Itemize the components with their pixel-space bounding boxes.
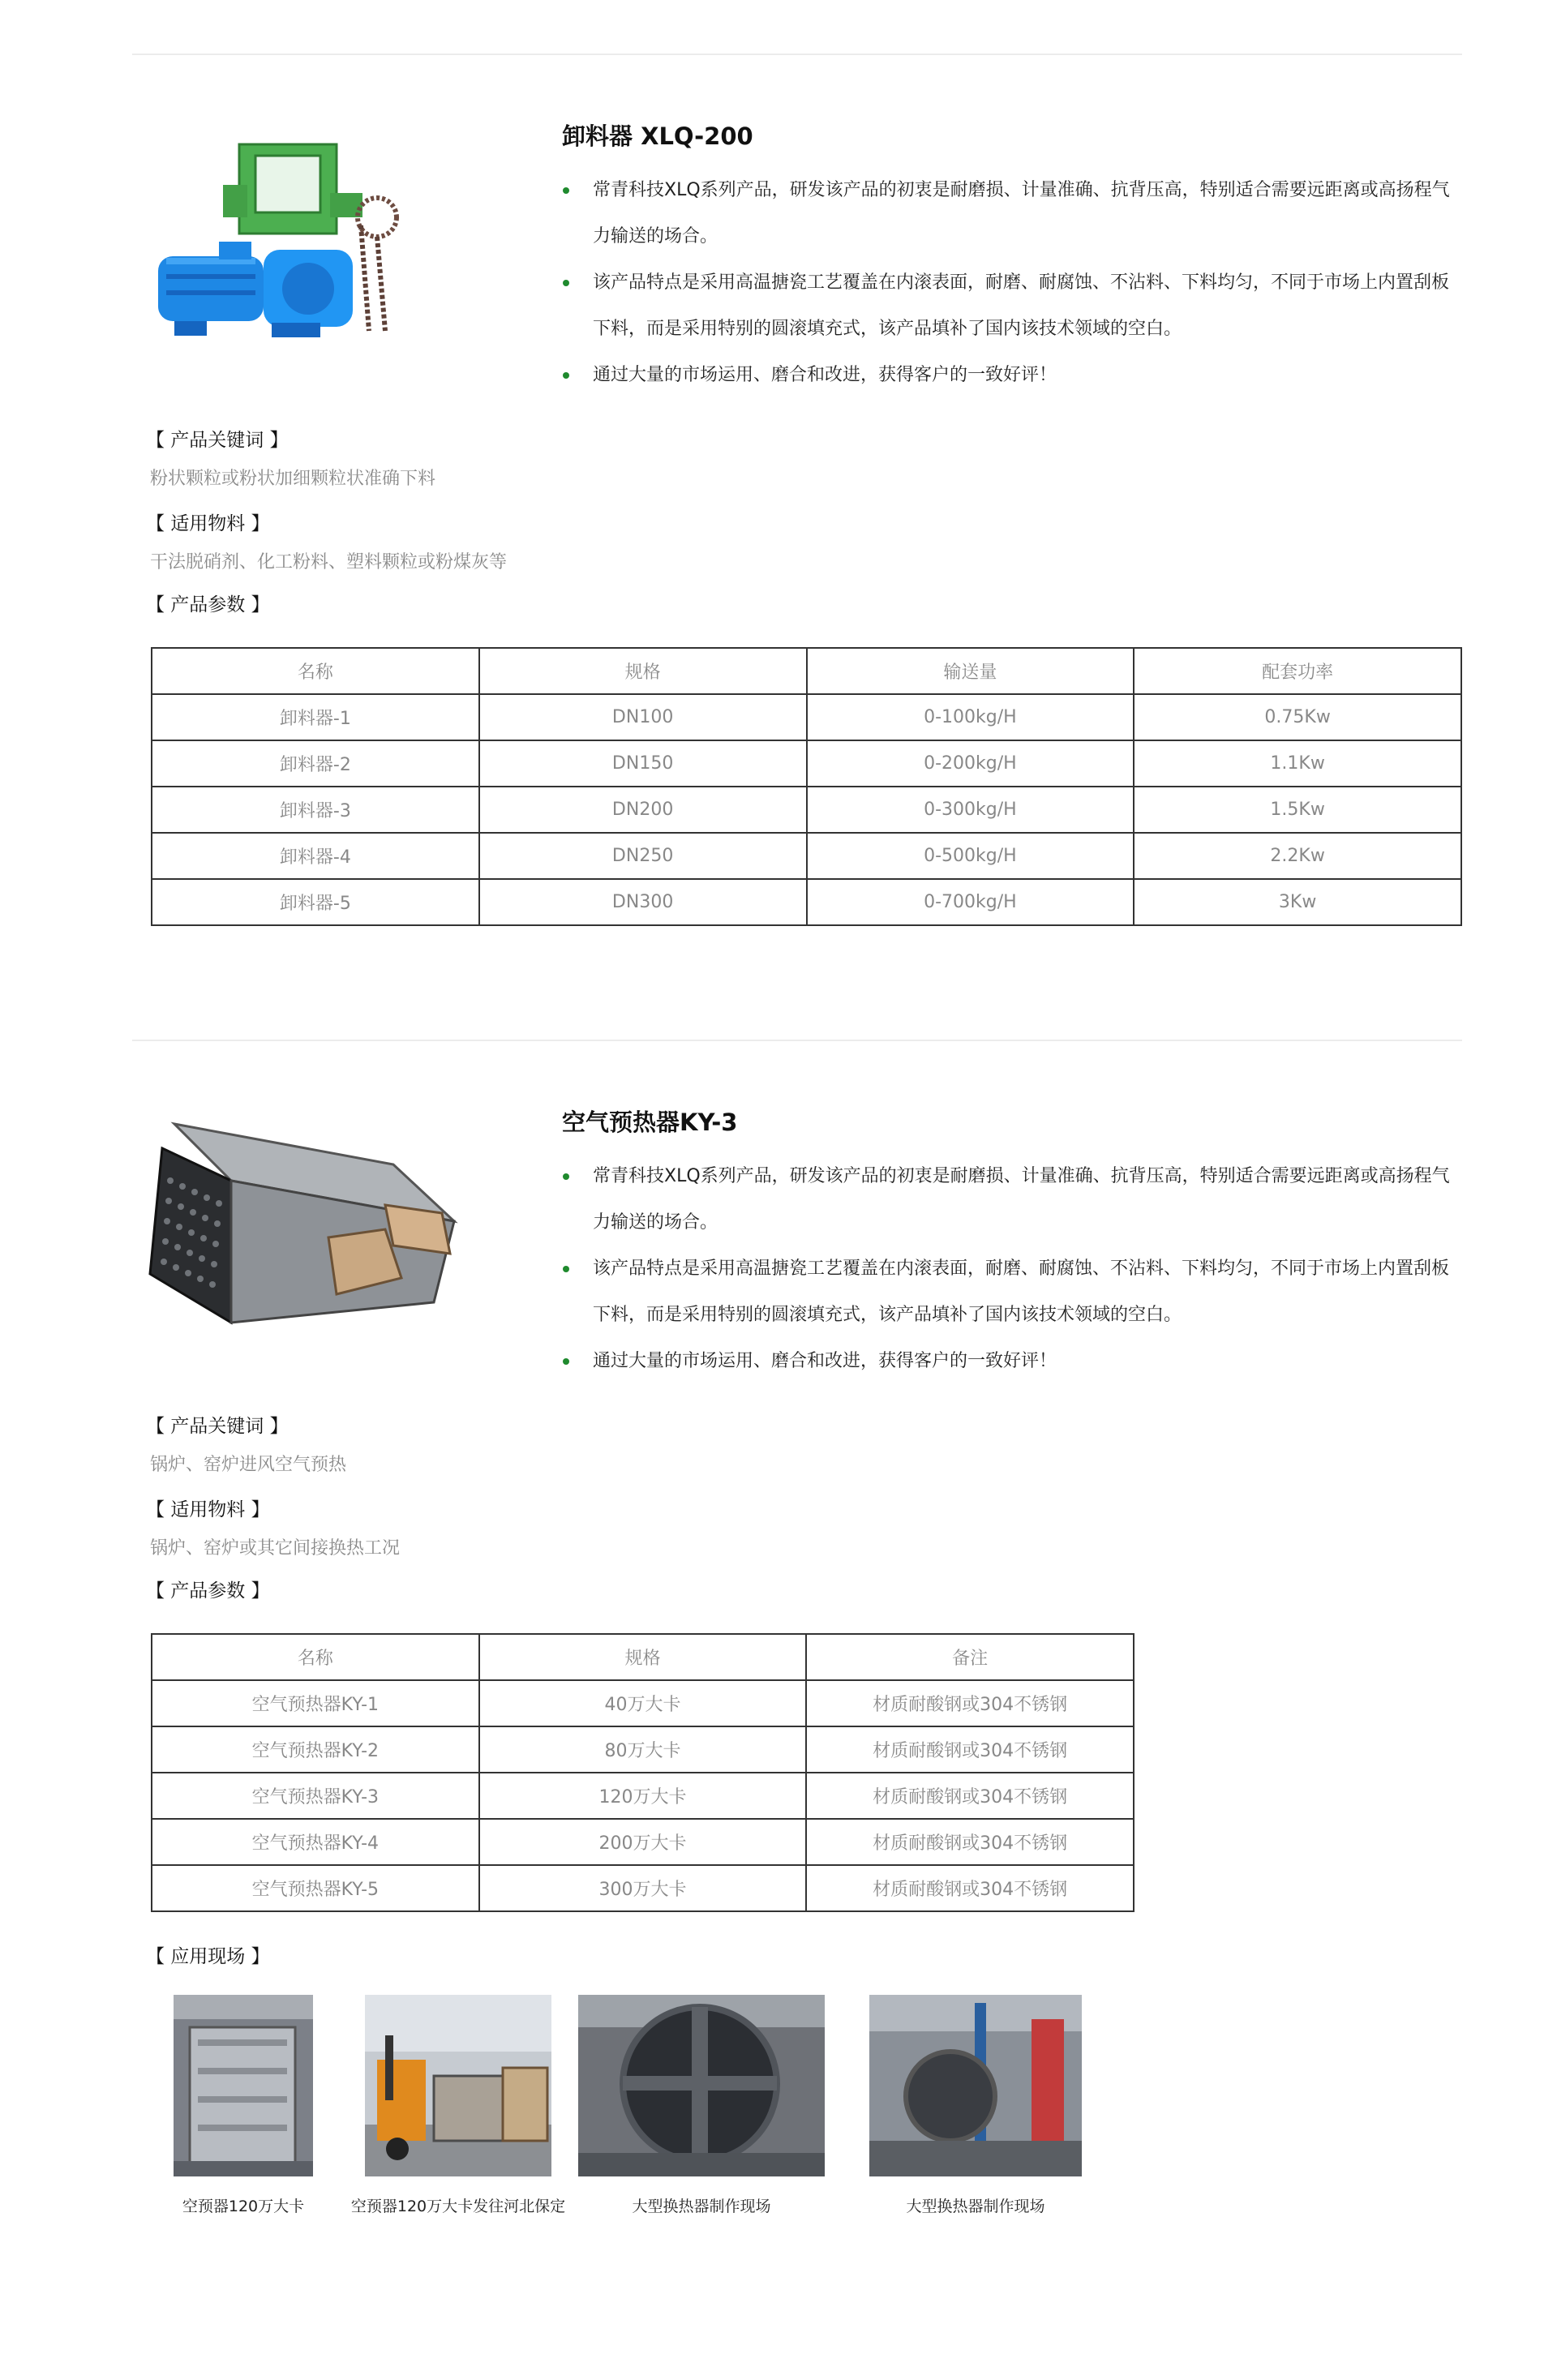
table-cell: 1.5Kw (1134, 787, 1461, 833)
gallery-item[interactable] (134, 1995, 353, 2215)
feature-list (560, 167, 1462, 398)
table-cell: 材质耐酸钢或304不锈钢 (806, 1773, 1134, 1819)
table-header-row (152, 1634, 1134, 1680)
table-cell: 空气预热器KY-2 (152, 1726, 479, 1773)
site-photo[interactable] (578, 1995, 825, 2176)
table-cell: 卸料器-2 (152, 740, 479, 787)
table-row (152, 1773, 1134, 1819)
table-cell: 40万大卡 (479, 1680, 807, 1726)
table-row (152, 787, 1461, 833)
table-header-cell: 规格 (479, 1634, 807, 1680)
table-cell: 80万大卡 (479, 1726, 807, 1773)
table-row (152, 1865, 1134, 1911)
table-cell: 0-300kg/H (807, 787, 1135, 833)
materials-text: 干法脱硝剂、化工粉料、塑料颗粒或粉煤灰等 (150, 552, 508, 572)
table-row (152, 740, 1461, 787)
table-cell: 0-100kg/H (807, 694, 1135, 740)
table-cell: 材质耐酸钢或304不锈钢 (806, 1680, 1134, 1726)
table-cell: 0-200kg/H (807, 740, 1135, 787)
table-row (152, 833, 1461, 879)
feature-item: 该产品特点是采用高温搪瓷工艺覆盖在内滚表面，耐磨、耐腐蚀、不沾料、下料均匀，不同于市场上内置刮板下料，而是采用特别的圆滚填充式，该产品填补了国内该技术领域的空白。 (560, 259, 1462, 352)
feature-list (560, 1153, 1462, 1384)
params-table (151, 1633, 1135, 1912)
table-cell: 2.2Kw (1134, 833, 1461, 879)
table-cell: 3Kw (1134, 879, 1461, 925)
table-cell: DN150 (479, 740, 807, 787)
table-cell: 空气预热器KY-1 (152, 1680, 479, 1726)
table-cell: 空气预热器KY-3 (152, 1773, 479, 1819)
table-cell: 卸料器-3 (152, 787, 479, 833)
table-cell: 0.75Kw (1134, 694, 1461, 740)
product-title: 卸料器 XLQ-200 (562, 122, 753, 150)
section-divider (132, 54, 1462, 55)
gallery-item[interactable] (337, 1995, 580, 2215)
feature-item: 该产品特点是采用高温搪瓷工艺覆盖在内滚表面，耐磨、耐腐蚀、不沾料、下料均匀，不同于市场上内置刮板下料，而是采用特别的圆滚填充式，该产品填补了国内该技术领域的空白。 (560, 1246, 1462, 1338)
feature-item: 通过大量的市场运用、磨合和改进，获得客户的一致好评！ (560, 1338, 1462, 1384)
keywords-text: 粉状颗粒或粉状加细颗粒状准确下料 (150, 469, 436, 489)
table-cell: 300万大卡 (479, 1865, 807, 1911)
gallery-item[interactable] (572, 1995, 831, 2215)
table-header-cell: 名称 (152, 1634, 479, 1680)
table-header-cell: 备注 (806, 1634, 1134, 1680)
rotary-feeder-image (142, 128, 466, 355)
photo-caption: 空预器120万大卡发往河北保定 (350, 2198, 566, 2215)
table-header-cell: 名称 (152, 648, 479, 694)
application-label: 【 应用现场 】 (146, 1946, 270, 1967)
gallery-item[interactable] (846, 1995, 1105, 2215)
table-header-cell: 输送量 (807, 648, 1135, 694)
table-cell: 卸料器-5 (152, 879, 479, 925)
keywords-label: 【 产品关键词 】 (146, 430, 289, 451)
product-title: 空气预热器KY-3 (562, 1109, 738, 1136)
table-cell: 120万大卡 (479, 1773, 807, 1819)
photo-caption: 空预器120万大卡 (182, 2198, 305, 2215)
table-cell: DN300 (479, 879, 807, 925)
site-photo[interactable] (365, 1995, 551, 2176)
table-header-cell: 配套功率 (1134, 648, 1461, 694)
section-divider (132, 1040, 1462, 1041)
table-cell: 0-700kg/H (807, 879, 1135, 925)
table-cell: 空气预热器KY-4 (152, 1819, 479, 1865)
materials-label: 【 适用物料 】 (146, 513, 270, 534)
table-header-row (152, 648, 1461, 694)
table-row (152, 694, 1461, 740)
site-photo[interactable] (869, 1995, 1082, 2176)
params-label: 【 产品参数 】 (146, 594, 270, 615)
table-cell: 0-500kg/H (807, 833, 1135, 879)
table-cell: 材质耐酸钢或304不锈钢 (806, 1726, 1134, 1773)
table-cell: 材质耐酸钢或304不锈钢 (806, 1819, 1134, 1865)
air-preheater-image (142, 1108, 466, 1335)
table-cell: DN200 (479, 787, 807, 833)
table-cell: DN100 (479, 694, 807, 740)
keywords-label: 【 产品关键词 】 (146, 1416, 289, 1437)
table-row (152, 1726, 1134, 1773)
table-header-cell: 规格 (479, 648, 807, 694)
table-row (152, 1680, 1134, 1726)
materials-text: 锅炉、窑炉或其它间接换热工况 (150, 1538, 401, 1559)
table-cell: DN250 (479, 833, 807, 879)
table-row (152, 879, 1461, 925)
table-cell: 1.1Kw (1134, 740, 1461, 787)
feature-item: 通过大量的市场运用、磨合和改进，获得客户的一致好评！ (560, 352, 1462, 398)
site-photo[interactable] (174, 1995, 313, 2176)
photo-caption: 大型换热器制作现场 (906, 2198, 1045, 2215)
keywords-text: 锅炉、窑炉进风空气预热 (150, 1455, 347, 1475)
params-table (151, 647, 1462, 926)
table-cell: 卸料器-4 (152, 833, 479, 879)
table-cell: 空气预热器KY-5 (152, 1865, 479, 1911)
photo-caption: 大型换热器制作现场 (632, 2198, 771, 2215)
table-cell: 材质耐酸钢或304不锈钢 (806, 1865, 1134, 1911)
table-row (152, 1819, 1134, 1865)
table-cell: 卸料器-1 (152, 694, 479, 740)
feature-item: 常青科技XLQ系列产品，研发该产品的初衷是耐磨损、计量准确、抗背压高，特别适合需要远距离或高扬程气力输送的场合。 (560, 1153, 1462, 1246)
table-cell: 200万大卡 (479, 1819, 807, 1865)
params-label: 【 产品参数 】 (146, 1580, 270, 1602)
feature-item: 常青科技XLQ系列产品，研发该产品的初衷是耐磨损、计量准确、抗背压高，特别适合需要远距离或高扬程气力输送的场合。 (560, 167, 1462, 259)
materials-label: 【 适用物料 】 (146, 1499, 270, 1520)
